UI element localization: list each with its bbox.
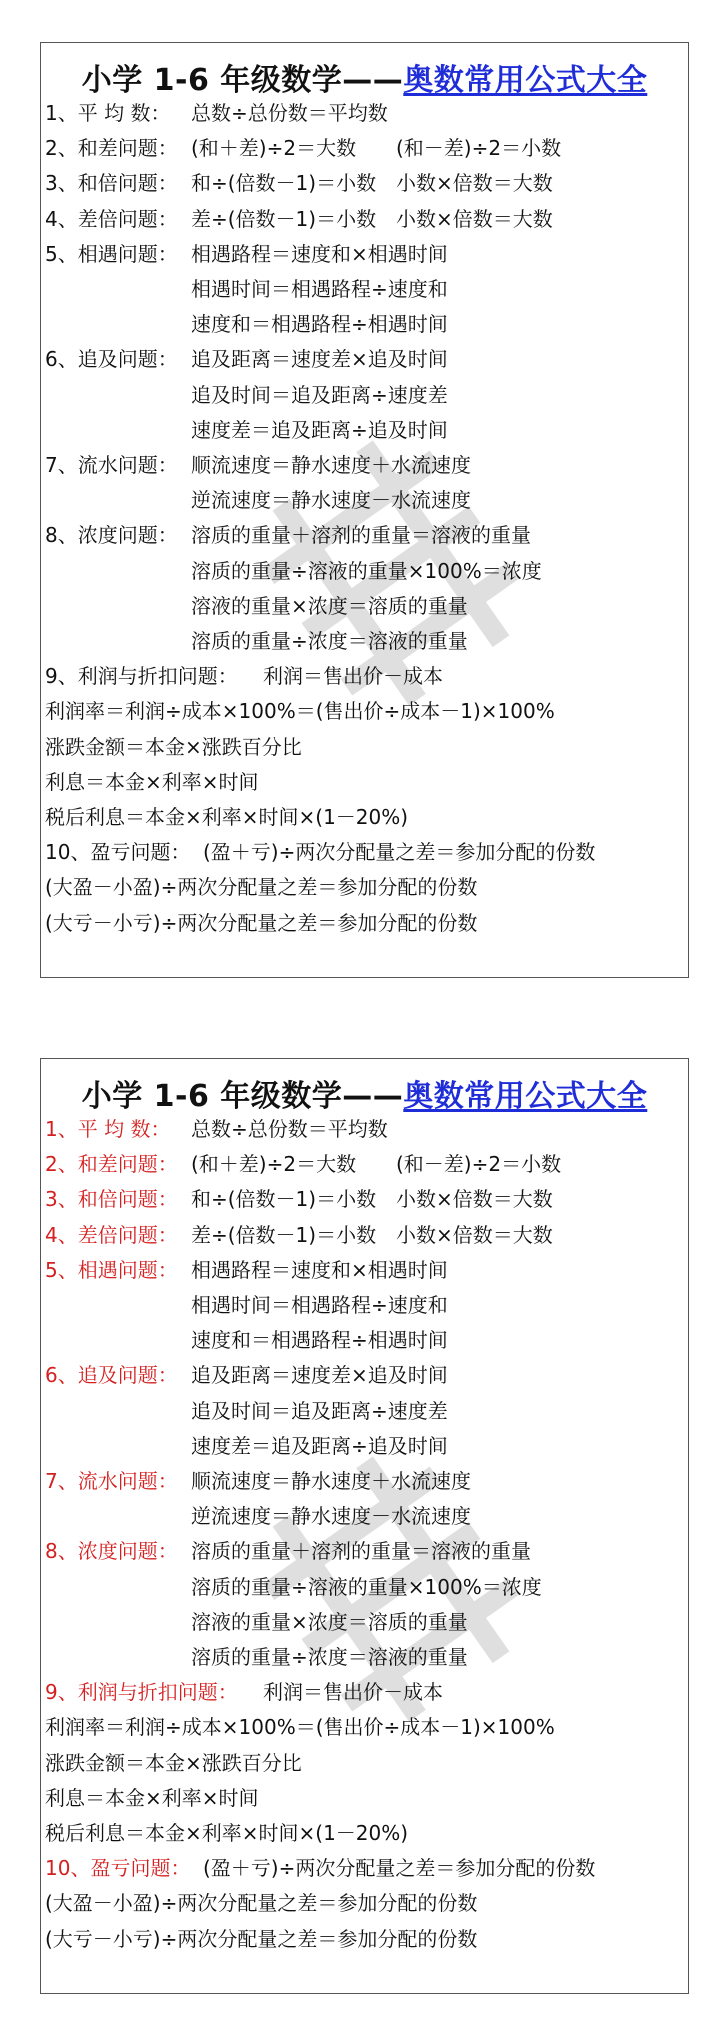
formula-text: 利息＝本金×利率×时间 <box>45 769 259 794</box>
formula-label: 2、和差问题： <box>45 1152 178 1177</box>
formula-text: 溶质的重量÷溶液的重量×100%＝浓度 <box>191 558 542 583</box>
formula-text: 利润率＝利润÷成本×100%＝(售出价÷成本－1)×100% <box>45 1715 555 1740</box>
formula-text: 利润＝售出价－成本 <box>263 1680 443 1705</box>
formula-label: 10、盈亏问题： <box>45 840 191 865</box>
formula-text: 利润率＝利润÷成本×100%＝(售出价÷成本－1)×100% <box>45 699 555 724</box>
formula-text: 速度和＝相遇路程÷相遇时间 <box>191 1328 448 1353</box>
formula-label: 6、追及问题： <box>45 347 178 372</box>
formula-panel-plain <box>40 42 689 978</box>
formula-text: (和＋差)÷2＝大数 <box>191 1152 357 1177</box>
formula-label: 5、相遇问题： <box>45 1257 178 1282</box>
formula-text: 税后利息＝本金×利率×时间×(1－20%) <box>45 805 409 829</box>
formula-label: 7、流水问题： <box>45 1469 178 1493</box>
formula-label: 3、和倍问题： <box>45 171 178 196</box>
formula-text: 差÷(倍数－1)＝小数 <box>191 206 377 231</box>
formula-text: 追及距离＝速度差×追及时间 <box>191 347 448 372</box>
formula-text-secondary: (和－差)÷2＝小数 <box>396 1152 562 1177</box>
formula-text: 追及距离＝速度差×追及时间 <box>191 1363 448 1388</box>
title-prefix: 小学 1-6 年级数学—— <box>81 63 404 98</box>
formula-text-secondary: 小数×倍数＝大数 <box>396 171 553 196</box>
formula-text: 逆流速度＝静水速度－水流速度 <box>191 1504 471 1529</box>
formula-text: 速度差＝追及距离÷追及时间 <box>191 1433 448 1458</box>
formula-text: 总数÷总份数＝平均数 <box>191 1117 388 1141</box>
formula-text: (和＋差)÷2＝大数 <box>191 136 357 161</box>
formula-text: (大盈－小盈)÷两次分配量之差＝参加分配的份数 <box>45 875 478 900</box>
page-title <box>41 55 688 99</box>
formula-label: 9、利润与折扣问题： <box>45 664 238 689</box>
formula-text: 逆流速度＝静水速度－水流速度 <box>191 488 471 513</box>
formula-text: (盈＋亏)÷两次分配量之差＝参加分配的份数 <box>203 1856 596 1881</box>
page-title <box>41 1071 688 1115</box>
formula-text: 差÷(倍数－1)＝小数 <box>191 1222 377 1247</box>
formula-label: 2、和差问题： <box>45 136 178 161</box>
formula-text: 溶液的重量×浓度＝溶质的重量 <box>191 1609 468 1634</box>
formula-label: 4、差倍问题： <box>45 206 178 231</box>
formula-text: 利息＝本金×利率×时间 <box>45 1785 259 1810</box>
formula-text: 速度差＝追及距离÷追及时间 <box>191 417 448 442</box>
formula-label: 8、浓度问题： <box>45 523 178 548</box>
formula-text: 总数÷总份数＝平均数 <box>191 101 388 125</box>
formula-text: 相遇时间＝相遇路程÷速度和 <box>191 277 448 301</box>
formula-text: (大亏－小亏)÷两次分配量之差＝参加分配的份数 <box>45 910 478 935</box>
formula-text: 溶液的重量×浓度＝溶质的重量 <box>191 593 468 618</box>
formula-text: 溶质的重量＋溶剂的重量＝溶液的重量 <box>191 523 531 548</box>
formula-text: 溶质的重量÷溶液的重量×100%＝浓度 <box>191 1574 542 1599</box>
formula-text: (盈＋亏)÷两次分配量之差＝参加分配的份数 <box>203 840 596 865</box>
formula-text: 速度和＝相遇路程÷相遇时间 <box>191 312 448 337</box>
formula-label: 1、平 均 数： <box>45 101 171 125</box>
formula-text: 顺流速度＝静水速度＋水流速度 <box>191 1469 471 1493</box>
formula-label: 6、追及问题： <box>45 1363 178 1388</box>
formula-label: 1、平 均 数： <box>45 1117 171 1141</box>
formula-text: 相遇路程＝速度和×相遇时间 <box>191 1257 448 1282</box>
formula-text: 溶质的重量÷浓度＝溶液的重量 <box>191 1645 468 1669</box>
formula-text: 追及时间＝追及距离÷速度差 <box>191 382 448 407</box>
formula-text: 溶质的重量÷浓度＝溶液的重量 <box>191 629 468 653</box>
formula-text: 涨跌金额＝本金×涨跌百分比 <box>45 1750 302 1775</box>
formula-text: 利润＝售出价－成本 <box>263 664 443 689</box>
formula-label: 4、差倍问题： <box>45 1222 178 1247</box>
formula-text: 和÷(倍数－1)＝小数 <box>191 1187 377 1212</box>
formula-label: 3、和倍问题： <box>45 1187 178 1212</box>
formula-panel-colored <box>40 1058 689 1994</box>
formula-text-secondary: 小数×倍数＝大数 <box>396 206 553 231</box>
formula-text-secondary: 小数×倍数＝大数 <box>396 1222 553 1247</box>
title-highlight: 奥数常用公式大全 <box>403 1079 648 1114</box>
formula-text-secondary: (和－差)÷2＝小数 <box>396 136 562 161</box>
formula-text: (大亏－小亏)÷两次分配量之差＝参加分配的份数 <box>45 1926 478 1951</box>
formula-text: 溶质的重量＋溶剂的重量＝溶液的重量 <box>191 1539 531 1564</box>
formula-label: 7、流水问题： <box>45 453 178 477</box>
formula-text: 税后利息＝本金×利率×时间×(1－20%) <box>45 1821 409 1845</box>
formula-label: 5、相遇问题： <box>45 241 178 266</box>
formula-text: 追及时间＝追及距离÷速度差 <box>191 1398 448 1423</box>
formula-text: (大盈－小盈)÷两次分配量之差＝参加分配的份数 <box>45 1891 478 1916</box>
title-highlight: 奥数常用公式大全 <box>403 63 648 98</box>
formula-text: 涨跌金额＝本金×涨跌百分比 <box>45 734 302 759</box>
title-prefix: 小学 1-6 年级数学—— <box>81 1079 404 1114</box>
formula-text: 顺流速度＝静水速度＋水流速度 <box>191 453 471 477</box>
formula-label: 8、浓度问题： <box>45 1539 178 1564</box>
formula-label: 9、利润与折扣问题： <box>45 1680 238 1705</box>
formula-text: 相遇路程＝速度和×相遇时间 <box>191 241 448 266</box>
formula-label: 10、盈亏问题： <box>45 1856 191 1881</box>
formula-text: 相遇时间＝相遇路程÷速度和 <box>191 1293 448 1317</box>
formula-text-secondary: 小数×倍数＝大数 <box>396 1187 553 1212</box>
formula-text: 和÷(倍数－1)＝小数 <box>191 171 377 196</box>
